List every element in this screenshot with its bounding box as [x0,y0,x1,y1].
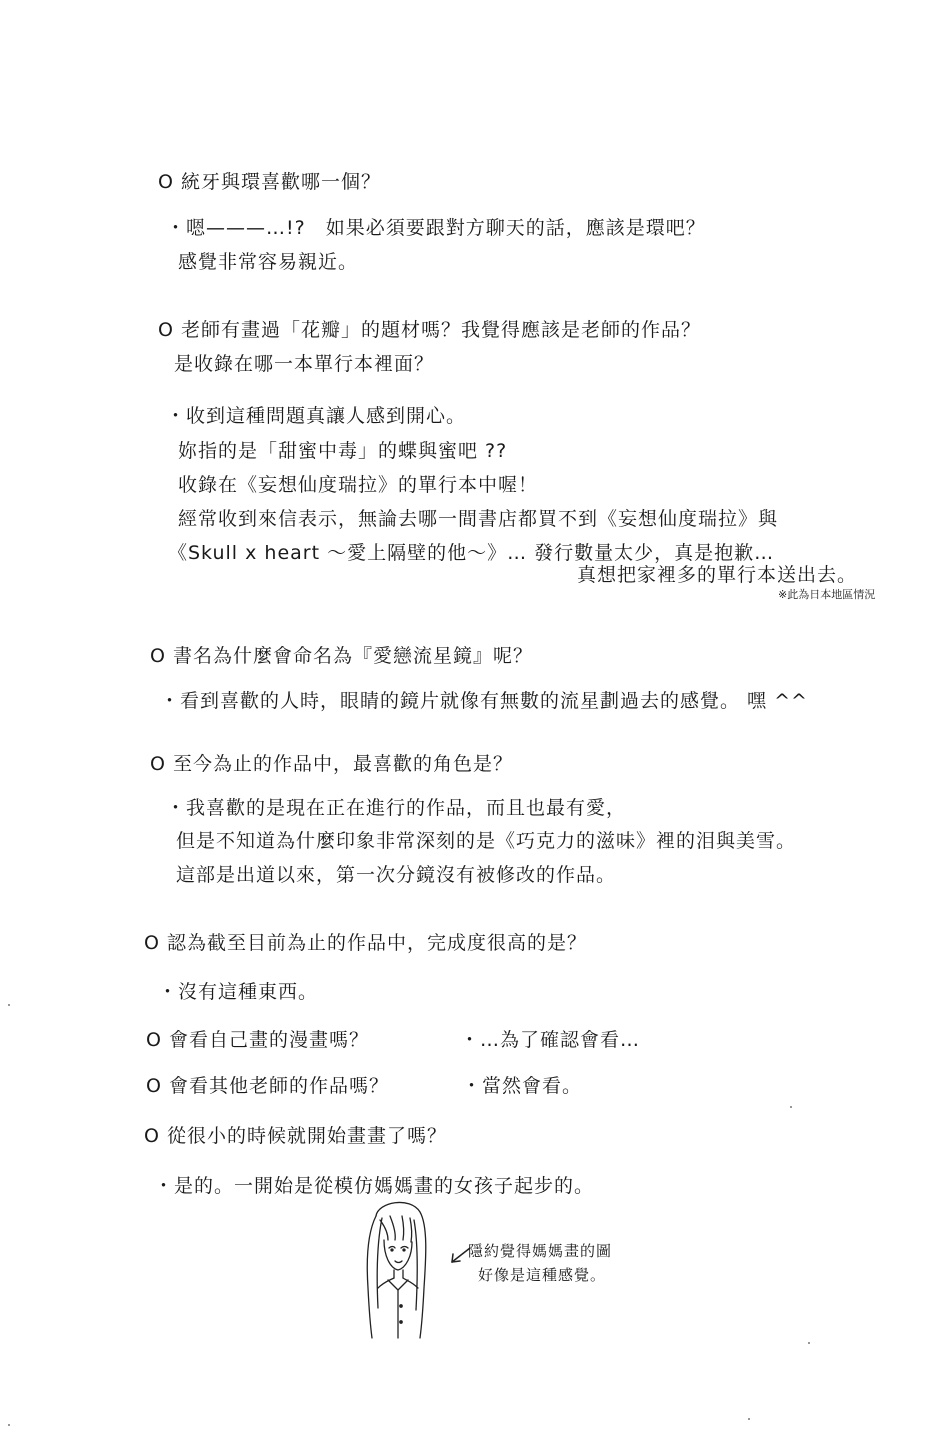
answer-2-line-6: 真想把家裡多的單行本送出去。 [577,564,858,586]
answer-1-line-2: 感覺非常容易親近。 [178,251,359,273]
question-1: O 統牙與環喜歡哪一個？ [158,171,381,193]
answer-4-line-2: 但是不知道為什麼印象非常深刻的是《巧克力的滋味》裡的泪與美雪。 [176,830,797,852]
scan-speck [790,1106,792,1108]
illustration-caption-line-1: 隱約覺得媽媽畫的圖 [468,1242,613,1260]
answer-3-line-1: ・看到喜歡的人時，眼睛的鏡片就像有無數的流星劃過去的感覺。 嘿 ^^ [160,690,808,712]
answer-8-line-1: ・是的。一開始是從模仿媽媽畫的女孩子起步的。 [154,1175,595,1197]
answer-2-line-3: 收錄在《妄想仙度瑞拉》的單行本中喔！ [178,474,539,496]
scan-speck [808,1342,810,1344]
question-3: O 書名為什麼會命名為『愛戀流星鏡』呢？ [150,645,533,667]
scan-speck [8,1424,10,1426]
answer-2-line-1: ・收到這種問題真讓人感到開心。 [166,405,467,427]
scan-speck [8,1004,10,1006]
question-4: O 至今為止的作品中，最喜歡的角色是？ [150,753,513,775]
scan-speck [748,1418,750,1420]
answer-2-line-4: 經常收到來信表示，無論去哪一間書店都買不到《妄想仙度瑞拉》與 [178,508,779,530]
illustration-caption-line-2: 好像是這種感覺。 [478,1266,607,1284]
answer-1-line-1: ・嗯———…!? 如果必須要跟對方聊天的話，應該是環吧？ [166,217,706,239]
question-6: O 會看自己畫的漫畫嗎？ [146,1029,369,1051]
answer-7-line-1: ・當然會看。 [462,1075,583,1097]
question-7: O 會看其他老師的作品嗎？ [146,1075,389,1097]
girl-sketch-illustration [348,1198,448,1348]
question-2-line-1: O 老師有畫過「花瓣」的題材嗎？我覺得應該是老師的作品？ [158,319,701,341]
question-2-line-2: 是收錄在哪一本單行本裡面？ [174,353,435,375]
question-8: O 從很小的時候就開始畫畫了嗎？ [144,1125,447,1147]
answer-5-line-1: ・沒有這種東西。 [158,981,319,1003]
question-5: O 認為截至目前為止的作品中，完成度很高的是？ [144,932,587,954]
answer-2-line-5: 《Skull x heart ～愛上隔壁的他～》… 發行數量太少，真是抱歉… [168,542,775,564]
answer-6-line-1: ・…為了確認會看… [460,1029,641,1051]
answer-4-line-1: ・我喜歡的是現在正在進行的作品，而且也最有愛， [166,797,627,819]
answer-4-line-3: 這部是出道以來，第一次分鏡沒有被修改的作品。 [176,864,617,886]
answer-2-line-2: 妳指的是「甜蜜中毒」的蝶與蜜吧 ?? [178,440,508,462]
region-note: ※此為日本地區情況 [778,588,876,601]
